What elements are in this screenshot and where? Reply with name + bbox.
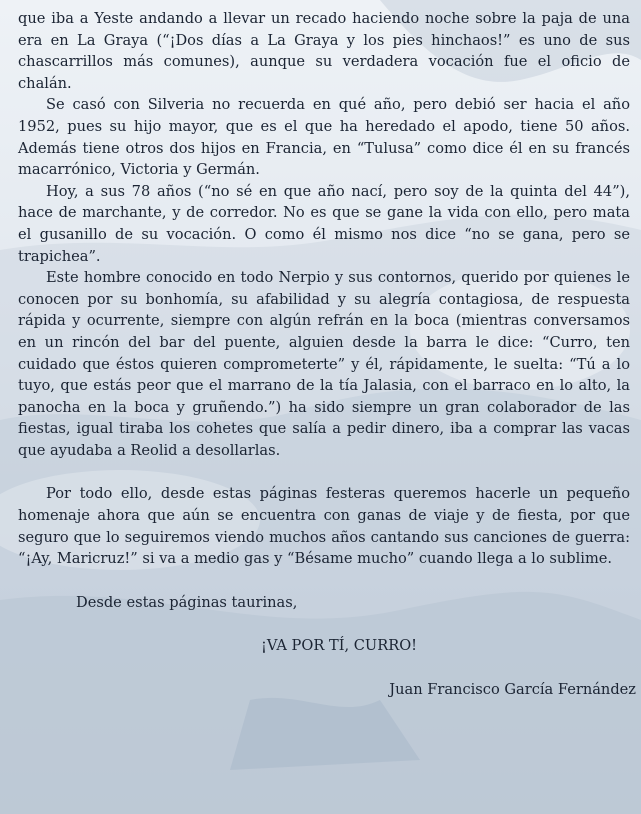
article-body xyxy=(18,8,636,701)
paragraph-3: Hoy, a sus 78 años (“no sé en que año nací, pero soy de la quinta del 44”), hace de marchante, y de corredor. No es que se gane la vida con ello, pero mata el gusanillo de su vocación. O como él mismo nos dice “no se gana, pero se trapichea”. xyxy=(18,182,630,265)
paragraph-1: que iba a Yeste andando a llevar un recado haciendo noche sobre la paja de una era en La Graya (“¡Dos días a La Graya y los pies hinchaos!” es uno de sus chascarrillos más comunes), aunque su verdadera vocación fue el oficio de chalán. xyxy=(18,10,630,92)
spacer xyxy=(18,613,630,635)
spacer xyxy=(18,657,630,679)
paragraph-4: Este hombre conocido en todo Nerpio y sus contornos, querido por quienes le conocen por su bonhomía, su afabilidad y su alegría contagiosa, de respuesta rápida y ocurrente, siempre con algún refrán en la boca (mientras conversamos en un rincón del bar del puente, alguien desde la barra le dice: “Curro, ten cuidado que éstos quieren comprometerte” y él, rápidamente, le suelta: “Tú a lo tuyo, que estás peor que el marrano de la tía Jalasia, con el barraco en lo alto, la panocha en la boca y gruñendo.”) ha sido siempre un gran colaborador de las fiestas, igual tiraba los cohetes que salía a pedir dinero, iba a comprar las vacas que ayudaba a Reolid a desollarlas. xyxy=(18,269,630,459)
paragraph-2: Se casó con Silveria no recuerda en qué año, pero debió ser hacia el año 1952, pues su hijo mayor, que es el que ha heredado el apodo, tiene 50 años. Además tiene otros dos hijos en Francia, en “Tulusa” como dice él en su francés macarrónico, Victoria y Germán. xyxy=(18,96,630,179)
greeting-line: Desde estas páginas taurinas, xyxy=(76,593,298,611)
author-signature: Juan Francisco García Fernández xyxy=(389,681,636,699)
spacer xyxy=(18,570,630,592)
dedication-heading: ¡VA POR TÍ, CURRO! xyxy=(260,637,418,655)
paragraph-5: Por todo ello, desde estas páginas festeras queremos hacerle un pequeño homenaje ahora que aún se encuentra con ganas de viaje y de fiesta, por que seguro que lo seguiremos viendo muchos años cantando sus canciones de guerra: “¡Ay, Maricruz!” si va a medio gas y “Bésame mucho” cuando llega a lo sublime. xyxy=(18,485,630,568)
spacer xyxy=(18,461,630,483)
